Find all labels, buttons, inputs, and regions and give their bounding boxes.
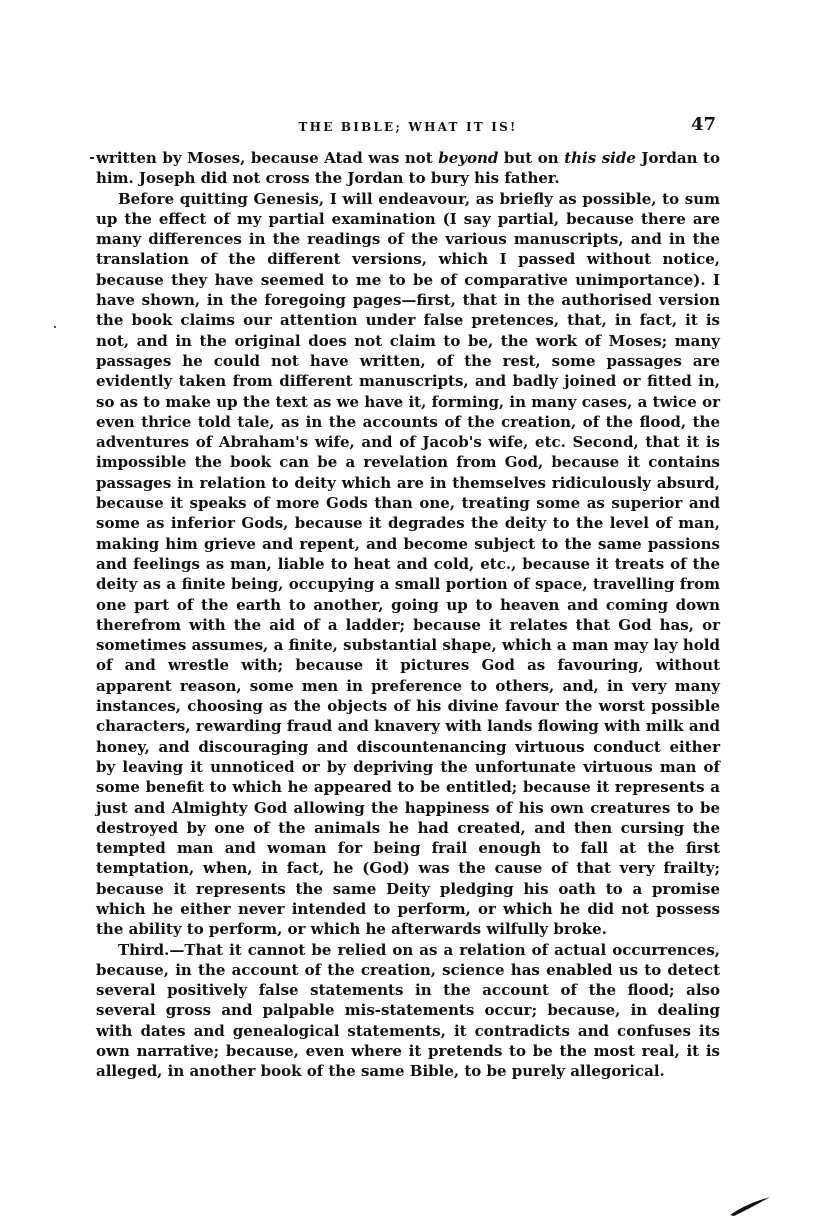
page-header	[96, 112, 720, 140]
text-run: Jordan to him. Joseph did not cross the Jordan to bury his father.	[96, 149, 720, 188]
italic-phrase-this-side: this side	[564, 149, 636, 167]
paragraph-summary: Before quitting Genesis, I will endeavour, as briefly as possible, to sum up the effect of my partial examination (I say partial, because there are many differences in the readings of the various manuscripts, and in the translation of the different versions, which I passed without notice, because they have seemed to me to be of comparative unimportance). I have shown, in the foregoing pages—first, that in the authorised version the book claims our attention under false pretences, that, in fact, it is not, and in the original does not claim to be, the work of Moses; many passages he could not have written, of the rest, some passages are evidently taken from different manuscripts, and badly joined or fitted in, so as to make up the text as we have it, forming, in many cases, a twice or even thrice told tale, as in the accounts of the creation, of the flood, the adventures of Abraham's wife, and of Jacob's wife, etc. Second, that it is impossible the book can be a revelation from God, because it contains passages in relation to deity which are in themselves ridiculously absurd, because it speaks of more Gods than one, treating some as superior and some as inferior Gods, because it degrades the deity to the level of man, making him grieve and repent, and become subject to the same passions and feelings as man, liable to heat and cold, etc., because it treats of the deity as a finite being, occupying a small portion of space, travelling from one part of the earth to another, going up to heaven and coming down therefrom with the aid of a ladder; because it relates that God has, or sometimes assumes, a finite, substantial shape, which a man may lay hold of and wrestle with; because it pictures God as favouring, without apparent reason, some men in preference to others, and, in very many instances, choosing as the objects of his divine favour the worst possible characters, rewarding fraud and knavery with lands flowing with milk and honey, and discouraging and discountenancing virtuous conduct either by leaving it unnoticed or by depriving the unfortunate virtuous man of some benefit to which he appeared to be entitled; because it represents a just and Almighty God allowing the happiness of his own creatures to be destroyed by one of the animals he had created, and then cursing the tempted man and woman for being frail enough to fall at the first temptation, when, in fact, he (God) was the cause of that very frailty; because it represents the same Deity pledging his oath to a promise which he either never intended to perform, or which he did not possess the ability to perform, or which he afterwards wilfully broke.	[96, 189, 720, 939]
text-run: but on	[498, 149, 565, 167]
margin-tick-mark	[90, 157, 94, 159]
paragraph-third: Third.—That it cannot be relied on as a relation of actual occurrences, because, in the account of the creation, science has enabled us to detect several positively false statements in the account of the flood; also several gross and palpable mis-statements occur; because, in dealing with dates and genealogical statements, it contradicts and confuses its own narrative; because, even where it pretends to be the most real, it is alleged, in another book of the same Bible, to be purely allegorical.	[96, 940, 720, 1081]
text-run: written by Moses, because Atad was not	[96, 149, 439, 167]
body-text	[96, 148, 720, 1082]
margin-dot-mark	[54, 326, 56, 328]
book-page	[96, 112, 720, 1082]
paragraph-continuation	[96, 148, 720, 189]
quill-mark-icon	[728, 1196, 772, 1216]
running-title: THE BIBLE; WHAT IT IS!	[298, 120, 518, 134]
italic-word-beyond: beyond	[438, 149, 499, 167]
page-number: 47	[690, 114, 716, 135]
